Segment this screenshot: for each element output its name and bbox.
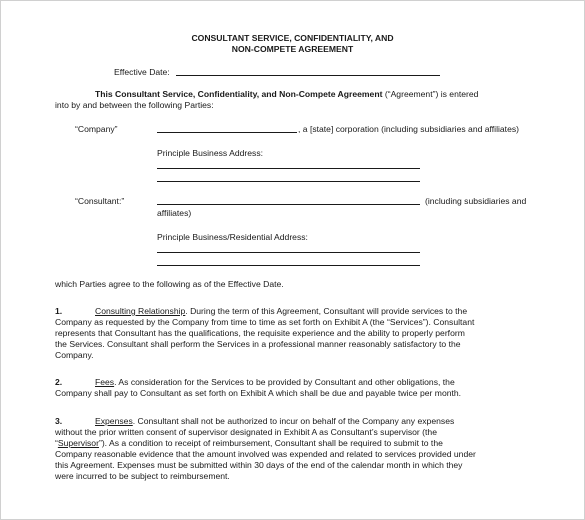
section-3-line-4: Company reasonable evidence that the amount involved was expended and related to services provided under — [55, 449, 476, 459]
section-3-number: 3. — [55, 416, 63, 426]
section-1-line-2: Company as requested by the Company from time to time as set forth on Exhibit A (the “Services”). Consultant — [55, 317, 475, 327]
consultant-address-blank-2[interactable] — [157, 265, 420, 266]
section-3-line-3-text: ”). As a condition to receipt of reimbursement, Consultant shall be required to submit to the — [98, 438, 443, 448]
section-2-heading: Fees — [95, 377, 115, 387]
company-address-label: Principle Business Address: — [157, 148, 264, 158]
section-3-line-2: without the prior written consent of supervisor designated in Exhibit A as Consultant’s supervisor (the — [55, 427, 437, 437]
consultant-address-blank-1[interactable] — [157, 252, 420, 253]
company-name-blank[interactable] — [157, 132, 297, 133]
section-1-line-4: the Services. Consultant shall perform the Services in a professional manner reasonably satisfactory to the — [55, 339, 461, 349]
section-1-line-1-text: . During the term of this Agreement, Consultant will provide services to the — [185, 306, 468, 316]
company-address-blank-2[interactable] — [157, 181, 420, 182]
section-2-line-2: Company shall pay to Consultant as set forth on Exhibit A which shall be due and payable twice per month. — [55, 388, 462, 398]
document-title-line-2: NON-COMPETE AGREEMENT — [231, 44, 354, 54]
section-3-line-1 — [95, 416, 454, 427]
section-2-line-1 — [95, 377, 455, 388]
section-3-line-6: were incurred to be subject to reimbursement. — [55, 471, 230, 481]
effective-date-blank[interactable] — [176, 75, 440, 76]
section-1-line-1 — [95, 306, 467, 317]
consultant-description-cont: affiliates) — [157, 208, 192, 218]
effective-date-label: Effective Date: — [114, 67, 170, 77]
company-description: , a [state] corporation (including subsidiaries and affiliates) — [298, 124, 520, 134]
document-title-line-1: CONSULTANT SERVICE, CONFIDENTIALITY, AND — [191, 33, 394, 43]
intro-agreement-name: This Consultant Service, Confidentiality, and Non-Compete Agreement — [95, 89, 383, 99]
section-1-line-5: Company. — [55, 350, 94, 360]
company-label: “Company” — [75, 124, 118, 134]
section-3-line-5: this Agreement. Expenses must be submitted within 30 days of the end of the calendar month in which they — [55, 460, 463, 470]
intro-rest: (“Agreement”) is entered — [382, 89, 479, 99]
section-3-line-1-text: . Consultant shall not be authorized to incur on behalf of the Company any expenses — [132, 416, 455, 426]
consultant-label: “Consultant:” — [75, 196, 125, 206]
agreement-statement: which Parties agree to the following as of the Effective Date. — [55, 279, 284, 289]
consultant-name-blank[interactable] — [157, 204, 420, 205]
section-2-line-1-text: . As consideration for the Services to be provided by Consultant and other obligations, the — [114, 377, 455, 387]
section-1-heading: Consulting Relationship — [95, 306, 186, 316]
section-3-quote-open: “ — [55, 438, 58, 448]
consultant-description: (including subsidiaries and — [425, 196, 527, 206]
consultant-address-label: Principle Business/Residential Address: — [157, 232, 308, 242]
section-3-heading: Expenses — [95, 416, 133, 426]
intro-line-1 — [95, 89, 478, 100]
section-1-number: 1. — [55, 306, 63, 316]
section-2-number: 2. — [55, 377, 63, 387]
section-3-supervisor-term: Supervisor — [57, 438, 99, 448]
section-1-line-3: represents that Consultant has the qualifications, the requisite experience and the ability to properly perform — [55, 328, 465, 338]
company-address-blank-1[interactable] — [157, 168, 420, 169]
section-3-line-3 — [55, 438, 443, 449]
intro-line-2: into by and between the following Parties: — [55, 100, 214, 110]
